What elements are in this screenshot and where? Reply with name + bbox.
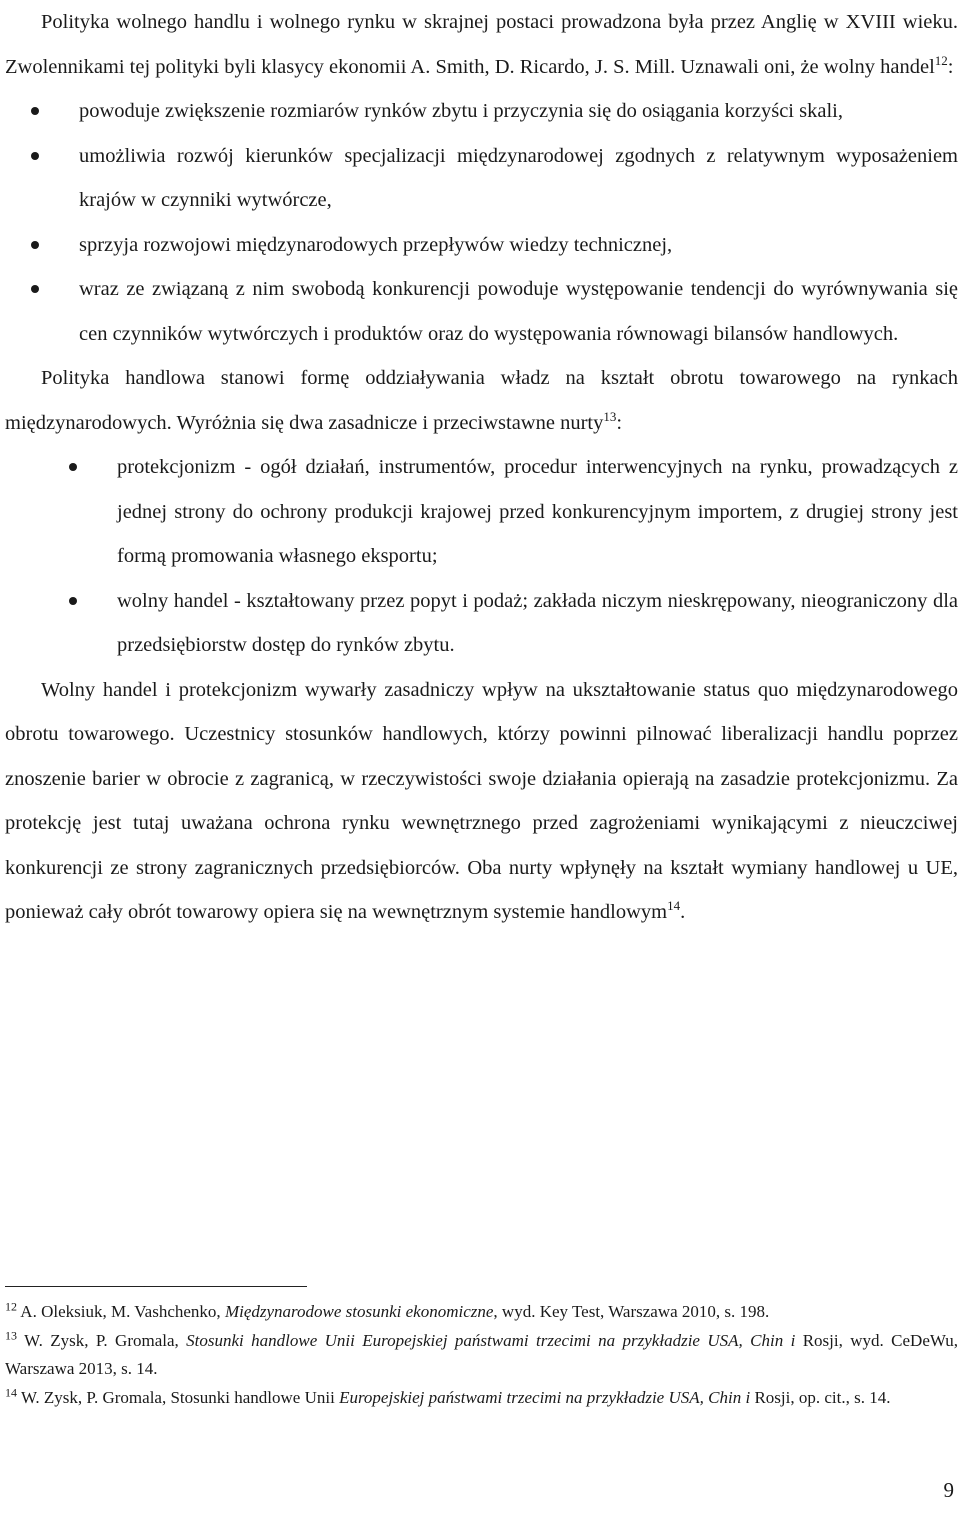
trade-policy-currents-list (5, 445, 958, 668)
paragraph-text-end: . (680, 901, 686, 923)
list-item (79, 267, 958, 356)
footnote-number: 13 (5, 1327, 17, 1342)
footnote-ref-13[interactable]: 13 (603, 408, 617, 424)
paragraph-text-end: : (947, 55, 954, 78)
bullet-icon (31, 241, 39, 249)
paragraph-text-end: : (616, 411, 623, 434)
footnote-12 (5, 1298, 958, 1327)
paragraph-text: Wolny handel i protekcjonizm wywarły zasadniczy wpływ na ukształtowanie status quo międzynarodowego obrotu towarowego. Uczestnicy stosunków handlowych, którzy powinni pilnować liberalizacji handlu poprzez znoszenie barier w obrocie z zagranicą, w rzeczywistości swoje działania opierają na zasadzie protekcjonizmu. Za protekcję jest tutaj uważana ochrona rynku wewnętrznego przed zagrożeniami wynikającymi z nieuczciwej konkurencji ze strony zagranicznych przedsiębiorców. Oba nurty wpłynęły na kształt wymiany handlowej u UE, ponieważ cały obrót towarowy opiera się na wewnętrznym systemie handlowym (5, 678, 958, 923)
list-item-text: wraz ze związaną z nim swobodą konkurencji powoduje występowanie tendencji do wyrównywania się cen czynników wytwórczych i produktów oraz do występowania równowagi bilansów handlowych. (79, 278, 958, 345)
list-item (117, 579, 958, 668)
list-item-text: protekcjonizm - ogół działań, instrumentów, procedur interwencyjnych na rynku, prowadzących z jednej strony do ochrony produkcji krajowej przed konkurencyjnym importem, z drugiej strony jest formą promowania własnego eksportu; (117, 456, 958, 567)
footnote-text: A. Oleksiuk, M. Vashchenko, (17, 1302, 225, 1321)
paragraph-text: Polityka wolnego handlu i wolnego rynku w skrajnej postaci prowadzona była przez Anglię w XVIII wieku. Zwolennikami tej polityki byli klasycy ekonomii A. Smith, D. Ricardo, J. S. Mill. Uznawali oni, że wolny handel (5, 11, 958, 78)
list-item (117, 445, 958, 579)
paragraph-trade-policy (5, 356, 958, 445)
list-item-text: powoduje zwiększenie rozmiarów rynków zbytu i przyczynia się do osiągania korzyści skali, (79, 100, 843, 122)
list-item (79, 223, 958, 268)
footnote-number: 12 (5, 1299, 17, 1314)
list-item (79, 134, 958, 223)
footnote-13 (5, 1327, 958, 1384)
footnote-title: Europejskiej państwami trzecimi na przykładzie USA, Chin i (339, 1387, 751, 1407)
footnote-text: Rosji, wyd. CeDeWu, Warszawa 2013, s. 14. (5, 1330, 958, 1378)
paragraph-free-trade-intro (5, 0, 958, 89)
footnote-text: Rosji, op. cit., s. 14. (750, 1387, 891, 1407)
list-item (79, 89, 958, 134)
footnote-ref-14[interactable]: 14 (667, 898, 681, 914)
page-number: 9 (943, 1478, 954, 1502)
bullet-icon (69, 597, 77, 605)
footnote-text: , wyd. Key Test, Warszawa 2010, s. 198. (493, 1302, 770, 1321)
footnotes (5, 1298, 958, 1412)
list-item-text: umożliwia rozwój kierunków specjalizacji międzynarodowej zgodnych z relatywnym wyposażeniem krajów w czynniki wytwórcze, (79, 144, 958, 211)
page-body (5, 0, 958, 935)
paragraph-text: Polityka handlowa stanowi formę oddziaływania władz na kształt obrotu towarowego na rynkach międzynarodowych. Wyróżnia się dwa zasadnicze i przeciwstawne nurty (5, 367, 958, 434)
bullet-icon (69, 463, 77, 471)
list-item-text: sprzyja rozwojowi międzynarodowych przepływów wiedzy technicznej, (79, 233, 673, 256)
footnote-title: Międzynarodowe stosunki ekonomiczne (224, 1302, 494, 1321)
free-trade-effects-list (5, 89, 958, 356)
footnote-title: Stosunki handlowe Unii Europejskiej państwami trzecimi na przykładzie USA, Chin i (186, 1330, 796, 1350)
bullet-icon (31, 107, 39, 115)
footnote-text: W. Zysk, P. Gromala, (17, 1330, 187, 1350)
paragraph-status-quo (5, 668, 958, 935)
footnote-divider (5, 1286, 307, 1287)
list-item-text: wolny handel - kształtowany przez popyt i podaż; zakłada niczym nieskrępowany, nieograniczony dla przedsiębiorstw dostęp do rynków zbytu. (117, 589, 958, 656)
footnote-number: 14 (5, 1384, 17, 1399)
footnote-14 (5, 1384, 958, 1413)
bullet-icon (31, 285, 39, 293)
footnote-ref-12[interactable]: 12 (934, 52, 948, 68)
footnote-text: W. Zysk, P. Gromala, Stosunki handlowe Unii (17, 1387, 340, 1407)
bullet-icon (31, 152, 39, 160)
